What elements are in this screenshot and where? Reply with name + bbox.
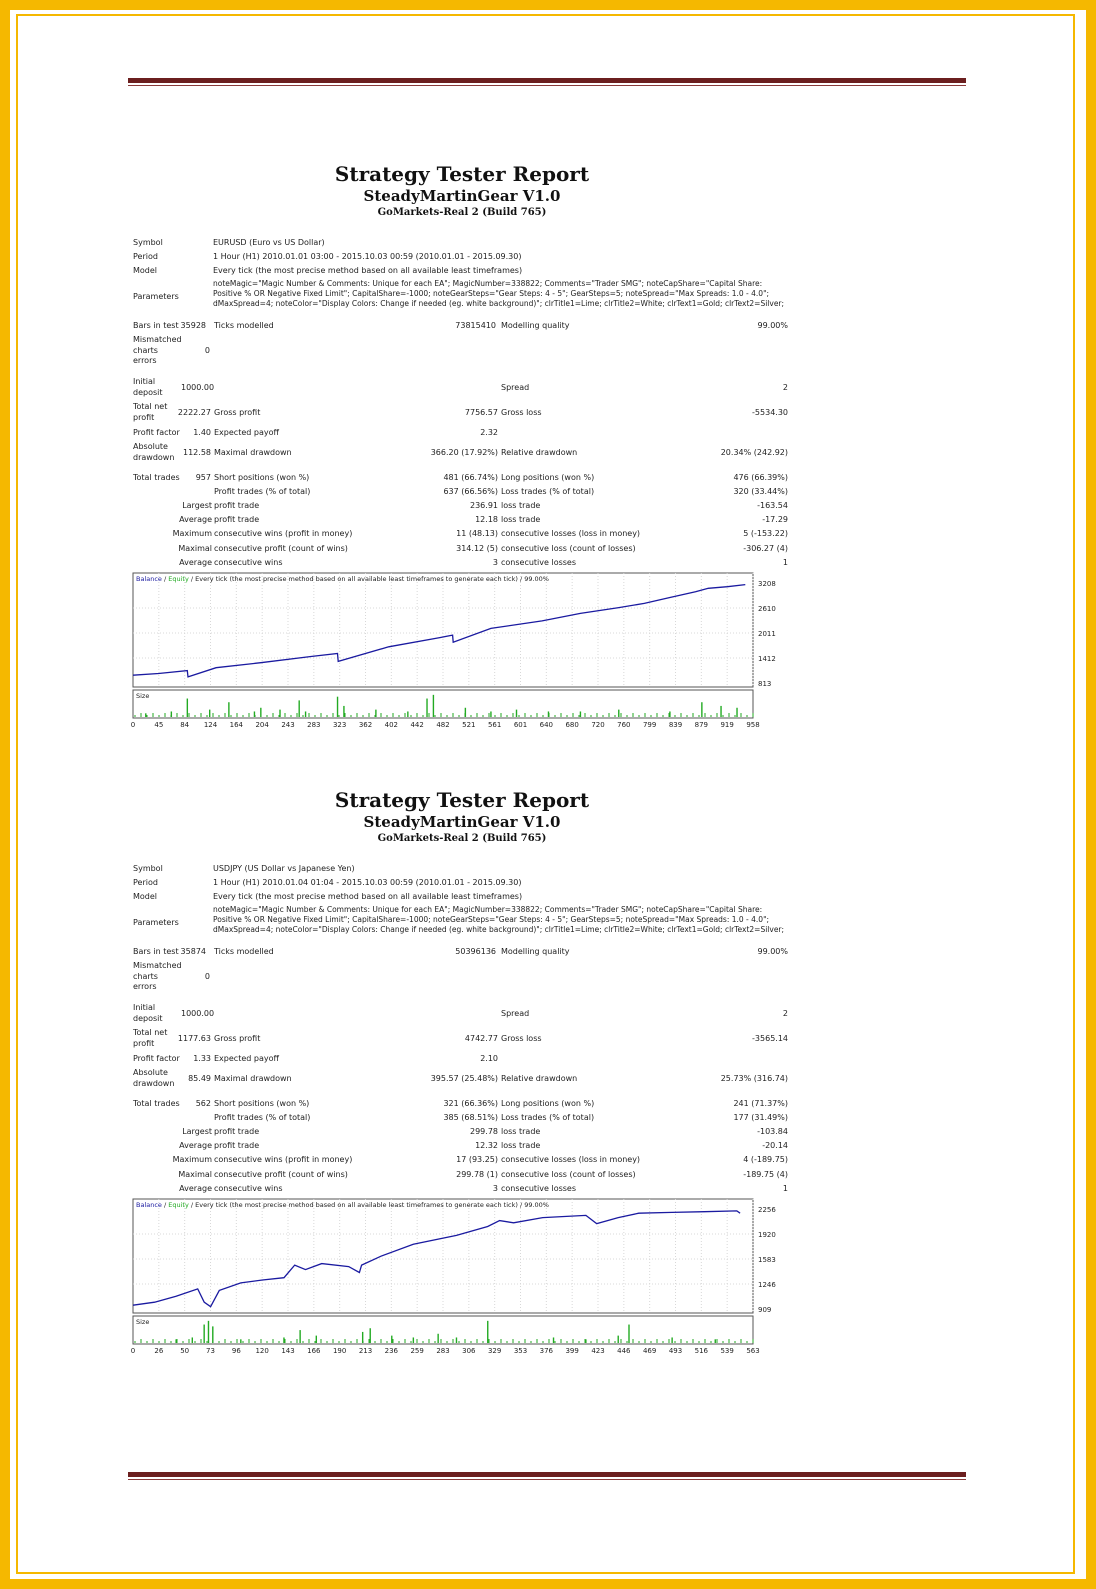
- x-tick-label: 799: [642, 721, 657, 729]
- long-positions-label: Long positions (won %): [501, 473, 595, 482]
- net-profit-value: 2222.27: [177, 408, 211, 417]
- largest-loss-value: -163.54: [757, 501, 788, 510]
- total-trades-value: 562: [195, 1099, 211, 1108]
- x-tick-label: 958: [746, 721, 760, 729]
- x-tick-label: 259: [410, 1347, 424, 1355]
- relative-drawdown-value: 25.73% (316.74): [720, 1074, 788, 1083]
- gross-loss-label: Gross loss: [501, 1034, 542, 1043]
- x-tick-label: 164: [229, 721, 244, 729]
- x-tick-label: 353: [513, 1347, 528, 1355]
- mismatched-value: 0: [204, 346, 210, 355]
- maximum-label: Maximum: [172, 529, 212, 538]
- symbol-label: Symbol: [133, 864, 163, 873]
- max-consec-losses-value: 4 (-189.75): [743, 1155, 788, 1164]
- bars-label: Bars in test: [133, 947, 179, 956]
- loss-trades-value: 177 (31.49%): [733, 1113, 788, 1122]
- gross-profit-value: 4742.77: [464, 1034, 498, 1043]
- legend-equity: Equity: [168, 1201, 189, 1209]
- maximal-label: Maximal: [178, 1170, 212, 1179]
- size-panel: [133, 690, 753, 718]
- average-loss-label: loss trade: [501, 1141, 541, 1150]
- absolute-drawdown-label: Absolute drawdown: [133, 1068, 175, 1088]
- symbol-value: USDJPY (US Dollar vs Japanese Yen): [213, 864, 355, 873]
- spread-value: 2: [782, 383, 788, 392]
- profit-trades-value: 637 (66.56%): [443, 487, 498, 496]
- x-tick-label: 120: [255, 1347, 269, 1355]
- server-name: GoMarkets-Real 2 (Build 765): [377, 833, 547, 844]
- net-profit-label: Total net profit: [133, 402, 168, 422]
- relative-drawdown-label: Relative drawdown: [501, 448, 578, 457]
- x-tick-label: 329: [487, 1347, 502, 1355]
- x-tick-label: 0: [130, 1347, 136, 1355]
- y-tick-label: 2011: [758, 630, 776, 638]
- max-consec-loss-label: consecutive loss (count of losses): [501, 544, 636, 553]
- absolute-drawdown-value: 112.58: [183, 448, 211, 457]
- size-label: Size: [136, 692, 150, 700]
- max-consec-wins-label: consecutive wins (profit in money): [214, 529, 353, 538]
- quality-value: 99.00%: [757, 947, 788, 956]
- short-positions-value: 321 (66.36%): [443, 1099, 498, 1108]
- net-profit-label: Total net profit: [133, 1028, 168, 1048]
- largest-loss-label: loss trade: [501, 1127, 541, 1136]
- max-consec-profit-value: 314.12 (5): [456, 544, 498, 553]
- x-tick-label: 680: [565, 721, 579, 729]
- model-value: Every tick (the most precise method based on all available least timeframes): [213, 266, 523, 275]
- bars-value: 35928: [180, 321, 206, 330]
- parameters-label: Parameters: [133, 292, 179, 301]
- x-tick-label: 919: [720, 721, 734, 729]
- profit-factor-label: Profit factor: [133, 428, 180, 437]
- deposit-label: Initial deposit: [133, 377, 163, 397]
- bars-label: Bars in test: [133, 321, 179, 330]
- y-tick-label: 1920: [758, 1231, 776, 1239]
- parameters-label: Parameters: [133, 918, 179, 927]
- max-consec-profit-value: 299.78 (1): [456, 1170, 498, 1179]
- x-tick-label: 26: [154, 1347, 164, 1355]
- y-tick-label: 1246: [758, 1281, 776, 1289]
- deposit-value: 1000.00: [181, 383, 215, 392]
- maximal-label: Maximal: [178, 544, 212, 553]
- x-tick-label: 442: [410, 721, 424, 729]
- legend-separator: /: [161, 1201, 169, 1209]
- x-tick-label: 213: [358, 1347, 373, 1355]
- x-tick-label: 166: [307, 1347, 321, 1355]
- x-tick-label: 323: [332, 721, 347, 729]
- x-tick-label: 760: [617, 721, 631, 729]
- x-tick-label: 601: [513, 721, 528, 729]
- legend-separator: /: [161, 575, 169, 583]
- model-label: Model: [133, 892, 158, 901]
- avg-consec-losses-label: consecutive losses: [501, 1184, 577, 1193]
- x-tick-label: 563: [746, 1347, 760, 1355]
- avg-consec-wins-value: 3: [492, 558, 498, 567]
- x-tick-label: 423: [591, 1347, 605, 1355]
- avg-consec-losses-label: consecutive losses: [501, 558, 577, 567]
- x-tick-label: 516: [694, 1347, 709, 1355]
- x-tick-label: 84: [180, 721, 190, 729]
- y-tick-label: 3208: [758, 580, 776, 588]
- ea-name: SteadyMartinGear V1.0: [363, 187, 561, 205]
- legend-description: / Every tick (the most precise method based on all available least timeframes to generate each tick) / 99.00%: [188, 1201, 549, 1209]
- gross-profit-label: Gross profit: [214, 1034, 261, 1043]
- period-label: Period: [133, 878, 158, 887]
- maximal-drawdown-value: 395.57 (25.48%): [430, 1074, 498, 1083]
- gross-loss-label: Gross loss: [501, 408, 542, 417]
- size-label: Size: [136, 1318, 150, 1326]
- x-tick-label: 306: [462, 1347, 476, 1355]
- quality-label: Modelling quality: [501, 321, 570, 330]
- model-value: Every tick (the most precise method based on all available least timeframes): [213, 892, 523, 901]
- x-tick-label: 204: [255, 721, 269, 729]
- x-tick-label: 362: [358, 721, 373, 729]
- max-consec-wins-value: 11 (48.13): [456, 529, 498, 538]
- avg-consec-losses-value: 1: [782, 558, 788, 567]
- profit-trades-label: Profit trades (% of total): [214, 1113, 311, 1122]
- largest-profit-label: profit trade: [214, 1127, 260, 1136]
- gross-loss-value: -3565.14: [752, 1034, 788, 1043]
- x-tick-label: 0: [130, 721, 136, 729]
- largest-loss-value: -103.84: [757, 1127, 788, 1136]
- max-consec-wins-value: 17 (93.25): [456, 1155, 498, 1164]
- maximal-drawdown-value: 366.20 (17.92%): [430, 448, 498, 457]
- mismatched-label: Mismatched charts errors: [133, 335, 182, 365]
- largest-label: Largest: [182, 501, 212, 510]
- expected-payoff-label: Expected payoff: [214, 428, 279, 437]
- average-consec-label: Average: [179, 1184, 212, 1193]
- x-tick-label: 640: [539, 721, 554, 729]
- x-tick-label: 839: [668, 721, 683, 729]
- deposit-value: 1000.00: [181, 1009, 215, 1018]
- profit-factor-value: 1.40: [193, 428, 211, 437]
- average-consec-label: Average: [179, 558, 212, 567]
- x-tick-label: 143: [281, 1347, 295, 1355]
- legend-equity: Equity: [168, 575, 189, 583]
- gross-profit-value: 7756.57: [464, 408, 498, 417]
- legend-description: / Every tick (the most precise method based on all available least timeframes to generate each tick) / 99.00%: [188, 575, 549, 583]
- x-tick-label: 96: [231, 1347, 241, 1355]
- absolute-drawdown-label: Absolute drawdown: [133, 442, 175, 462]
- gross-profit-label: Gross profit: [214, 408, 261, 417]
- gross-loss-value: -5534.30: [752, 408, 788, 417]
- x-tick-label: 482: [436, 721, 450, 729]
- x-tick-label: 402: [384, 721, 399, 729]
- expected-payoff-label: Expected payoff: [214, 1054, 279, 1063]
- parameters-value: noteMagic="Magic Number & Comments: Unique for each EA"; MagicNumber=338822; Comments="Trader SMG"; noteCapShare="Capital Share: Positive % OR Negative Fixed Limit"; CapitalShare=-1000; noteGearSteps="Gear Steps: 4 - 5"; GearSteps=5; noteSpread="Max Spreads: 1.0 - 4.0"; dMaxSpread=4; noteColor="Display Colors: Change if needed (eg. white background)"; clrTitle1=Lime; clrTitle2=White; clrText1=Gold; clrText2=Silver;: [213, 279, 785, 308]
- profit-trades-value: 385 (68.51%): [443, 1113, 498, 1122]
- ticks-value: 50396136: [455, 947, 496, 956]
- spread-label: Spread: [501, 1009, 530, 1018]
- symbol-value: EURUSD (Euro vs US Dollar): [213, 238, 325, 247]
- average-profit-value: 12.32: [475, 1141, 498, 1150]
- balance-chart: [132, 1198, 796, 1356]
- ea-name: SteadyMartinGear V1.0: [363, 813, 561, 831]
- x-tick-label: 50: [180, 1347, 190, 1355]
- x-tick-label: 190: [332, 1347, 347, 1355]
- mismatched-label: Mismatched charts errors: [133, 961, 182, 991]
- max-consec-profit-label: consecutive profit (count of wins): [214, 544, 348, 553]
- profit-trades-label: Profit trades (% of total): [214, 487, 311, 496]
- maximal-drawdown-label: Maximal drawdown: [214, 1074, 292, 1083]
- y-tick-label: 2256: [758, 1206, 776, 1214]
- x-tick-label: 243: [281, 721, 295, 729]
- x-tick-label: 720: [591, 721, 605, 729]
- x-tick-label: 283: [307, 721, 321, 729]
- spread-label: Spread: [501, 383, 530, 392]
- long-positions-value: 241 (71.37%): [733, 1099, 788, 1108]
- mismatched-value: 0: [204, 972, 210, 981]
- max-consec-loss-value: -306.27 (4): [743, 544, 788, 553]
- maximum-label: Maximum: [172, 1155, 212, 1164]
- largest-profit-value: 299.78: [470, 1127, 498, 1136]
- period-label: Period: [133, 252, 158, 261]
- period-value: 1 Hour (H1) 2010.01.01 03:00 - 2015.10.03 00:59 (2010.01.01 - 2015.09.30): [213, 252, 522, 261]
- model-label: Model: [133, 266, 158, 275]
- x-tick-label: 469: [642, 1347, 657, 1355]
- ticks-label: Ticks modelled: [214, 321, 274, 330]
- loss-trades-label: Loss trades (% of total): [501, 487, 595, 496]
- ticks-label: Ticks modelled: [214, 947, 274, 956]
- largest-profit-value: 236.91: [470, 501, 498, 510]
- largest-loss-label: loss trade: [501, 501, 541, 510]
- x-tick-label: 521: [462, 721, 476, 729]
- header-rule: [128, 78, 966, 86]
- period-value: 1 Hour (H1) 2010.01.04 01:04 - 2015.10.03 00:59 (2010.01.01 - 2015.09.30): [213, 878, 522, 887]
- max-consec-wins-label: consecutive wins (profit in money): [214, 1155, 353, 1164]
- y-tick-label: 813: [758, 680, 772, 688]
- x-tick-label: 124: [203, 721, 218, 729]
- report-title: Strategy Tester Report: [334, 788, 590, 812]
- avg-consec-losses-value: 1: [782, 1184, 788, 1193]
- avg-consec-wins-label: consecutive wins: [214, 558, 283, 567]
- max-consec-profit-label: consecutive profit (count of wins): [214, 1170, 348, 1179]
- symbol-label: Symbol: [133, 238, 163, 247]
- total-trades-value: 957: [195, 473, 211, 482]
- quality-value: 99.00%: [757, 321, 788, 330]
- y-tick-label: 1583: [758, 1256, 776, 1264]
- bars-value: 35874: [180, 947, 206, 956]
- short-positions-label: Short positions (won %): [214, 473, 310, 482]
- x-tick-label: 879: [694, 721, 709, 729]
- long-positions-value: 476 (66.39%): [733, 473, 788, 482]
- absolute-drawdown-value: 85.49: [188, 1074, 211, 1083]
- long-positions-label: Long positions (won %): [501, 1099, 595, 1108]
- y-tick-label: 909: [758, 1306, 772, 1314]
- average-profit-label: profit trade: [214, 515, 260, 524]
- max-consec-losses-label: consecutive losses (loss in money): [501, 1155, 641, 1164]
- average-loss-value: -20.14: [762, 1141, 788, 1150]
- expected-payoff-value: 2.10: [480, 1054, 498, 1063]
- size-panel: [133, 1316, 753, 1344]
- report-title: Strategy Tester Report: [334, 162, 590, 186]
- relative-drawdown-value: 20.34% (242.92): [720, 448, 788, 457]
- short-positions-label: Short positions (won %): [214, 1099, 310, 1108]
- spread-value: 2: [782, 1009, 788, 1018]
- largest-label: Largest: [182, 1127, 212, 1136]
- x-tick-label: 446: [617, 1347, 631, 1355]
- average-label: Average: [179, 1141, 212, 1150]
- maximal-drawdown-label: Maximal drawdown: [214, 448, 292, 457]
- x-tick-label: 493: [668, 1347, 683, 1355]
- legend-balance: Balance: [136, 1201, 162, 1209]
- avg-consec-wins-value: 3: [492, 1184, 498, 1193]
- average-loss-value: -17.29: [762, 515, 788, 524]
- max-consec-loss-label: consecutive loss (count of losses): [501, 1170, 636, 1179]
- max-consec-losses-value: 5 (-153.22): [743, 529, 788, 538]
- balance-chart: [132, 572, 796, 730]
- average-profit-value: 12.18: [475, 515, 498, 524]
- profit-factor-value: 1.33: [193, 1054, 211, 1063]
- chart-legend: [136, 1201, 549, 1209]
- average-loss-label: loss trade: [501, 515, 541, 524]
- total-trades-label: Total trades: [133, 1099, 180, 1108]
- ticks-value: 73815410: [455, 321, 496, 330]
- x-tick-label: 283: [436, 1347, 450, 1355]
- largest-profit-label: profit trade: [214, 501, 260, 510]
- relative-drawdown-label: Relative drawdown: [501, 1074, 578, 1083]
- total-trades-label: Total trades: [133, 473, 180, 482]
- average-label: Average: [179, 515, 212, 524]
- quality-label: Modelling quality: [501, 947, 570, 956]
- deposit-label: Initial deposit: [133, 1003, 163, 1023]
- avg-consec-wins-label: consecutive wins: [214, 1184, 283, 1193]
- max-consec-losses-label: consecutive losses (loss in money): [501, 529, 641, 538]
- loss-trades-value: 320 (33.44%): [733, 487, 788, 496]
- profit-factor-label: Profit factor: [133, 1054, 180, 1063]
- legend-balance: Balance: [136, 575, 162, 583]
- parameters-value: noteMagic="Magic Number & Comments: Unique for each EA"; MagicNumber=338822; Comments="Trader SMG"; noteCapShare="Capital Share: Positive % OR Negative Fixed Limit"; CapitalShare=-1000; noteGearSteps="Gear Steps: 4 - 5"; GearSteps=5; noteSpread="Max Spreads: 1.0 - 4.0"; dMaxSpread=4; noteColor="Display Colors: Change if needed (eg. white background)"; clrTitle1=Lime; clrTitle2=White; clrText1=Gold; clrText2=Silver;: [213, 905, 785, 934]
- short-positions-value: 481 (66.74%): [443, 473, 498, 482]
- chart-legend: [136, 575, 549, 583]
- expected-payoff-value: 2.32: [480, 428, 498, 437]
- server-name: GoMarkets-Real 2 (Build 765): [377, 207, 547, 218]
- x-tick-label: 236: [384, 1347, 399, 1355]
- x-tick-label: 561: [487, 721, 502, 729]
- y-tick-label: 2610: [758, 605, 776, 613]
- x-tick-label: 376: [539, 1347, 554, 1355]
- x-tick-label: 399: [565, 1347, 579, 1355]
- y-tick-label: 1412: [758, 655, 776, 663]
- x-tick-label: 73: [206, 1347, 215, 1355]
- net-profit-value: 1177.63: [177, 1034, 211, 1043]
- max-consec-loss-value: -189.75 (4): [743, 1170, 788, 1179]
- footer-rule: [128, 1472, 966, 1480]
- loss-trades-label: Loss trades (% of total): [501, 1113, 595, 1122]
- x-tick-label: 45: [154, 721, 164, 729]
- x-tick-label: 539: [720, 1347, 734, 1355]
- average-profit-label: profit trade: [214, 1141, 260, 1150]
